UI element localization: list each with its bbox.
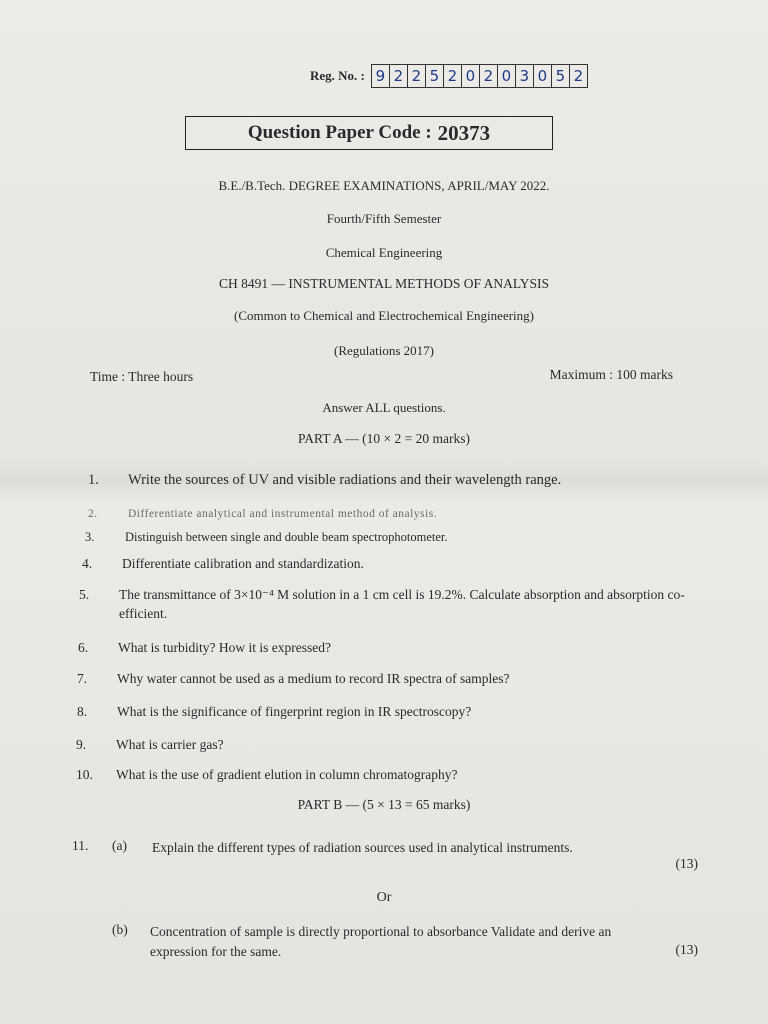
part-a-title: PART A — (10 × 2 = 20 marks) xyxy=(298,431,470,446)
reg-digit: 0 xyxy=(498,65,516,87)
branch: Chemical Engineering xyxy=(325,245,443,260)
question-number: 3. xyxy=(85,530,95,544)
question-3 xyxy=(85,530,685,545)
question-7 xyxy=(77,671,687,687)
semester: Fourth/Fifth Semester xyxy=(326,211,442,226)
question-number: 7. xyxy=(77,671,88,686)
marks-11a: (13) xyxy=(675,856,698,871)
question-text: The transmittance of 3×10⁻⁴ M solution in a 1 cm cell is 19.2%. Calculate absorption and absorption co-efficient. xyxy=(119,587,685,621)
exam-title: B.E./B.Tech. DEGREE EXAMINATIONS, APRIL/MAY 2022. xyxy=(218,178,550,193)
question-text: What is carrier gas? xyxy=(116,737,224,752)
question-text: What is turbidity? How it is expressed? xyxy=(118,640,331,655)
part-b-title: PART B — (5 × 13 = 65 marks) xyxy=(297,797,471,812)
question-text: What is the use of gradient elution in column chromatography? xyxy=(116,767,458,782)
question-number: 4. xyxy=(82,556,93,571)
question-part-label: (b) xyxy=(112,922,128,937)
question-paper-code-box xyxy=(185,116,553,150)
question-text: What is the significance of fingerprint region in IR spectroscopy? xyxy=(117,704,472,719)
or-separator: Or xyxy=(376,890,392,905)
reg-no-label: Reg. No. : xyxy=(310,68,365,83)
time-allowed: Time : Three hours xyxy=(90,369,194,384)
question-number: 8. xyxy=(77,704,88,719)
question-8 xyxy=(77,704,687,720)
question-1 xyxy=(88,472,688,489)
question-part-label: (a) xyxy=(112,838,127,853)
code-number: 20373 xyxy=(437,120,491,145)
question-number: 6. xyxy=(78,640,89,655)
reg-digit: 2 xyxy=(480,65,498,87)
reg-digit: 2 xyxy=(408,65,426,87)
marks-11b: (13) xyxy=(675,942,698,957)
reg-digit: 2 xyxy=(573,67,584,85)
question-number: 1. xyxy=(88,472,99,488)
reg-no-boxes xyxy=(371,64,588,88)
question-2 xyxy=(88,508,688,520)
reg-digit: 9 xyxy=(372,65,390,87)
reg-digit: 0 xyxy=(462,65,480,87)
reg-digit: 5 xyxy=(426,65,444,87)
question-5 xyxy=(79,585,689,623)
question-text: Why water cannot be used as a medium to record IR spectra of samples? xyxy=(117,671,510,686)
regulations: (Regulations 2017) xyxy=(333,343,434,358)
common-note: (Common to Chemical and Electrochemical Engineering) xyxy=(234,308,534,323)
question-10 xyxy=(76,767,686,783)
question-11a xyxy=(72,838,702,858)
question-text: Write the sources of UV and visible radiations and their wavelength range. xyxy=(128,472,562,488)
reg-digit: 2 xyxy=(444,65,462,87)
reg-digit: 0 xyxy=(534,65,552,87)
question-6 xyxy=(78,640,678,656)
reg-digit: 3 xyxy=(516,65,534,87)
question-number: 9. xyxy=(76,737,87,752)
question-text: Concentration of sample is directly proportional to absorbance Validate and derive an expression for the same. xyxy=(150,924,612,959)
question-text: Distinguish between single and double beam spectrophotometer. xyxy=(125,530,448,544)
instruction: Answer ALL questions. xyxy=(322,400,446,415)
subject-title: CH 8491 — INSTRUMENTAL METHODS OF ANALYSIS xyxy=(218,276,550,291)
reg-digit: 2 xyxy=(390,65,408,87)
code-label: Question Paper Code : xyxy=(247,122,432,143)
maximum-marks: Maximum : 100 marks xyxy=(549,367,673,382)
question-number: 10. xyxy=(76,767,93,782)
question-text: Differentiate analytical and instrumental method of analysis. xyxy=(128,508,438,520)
question-number: 2. xyxy=(88,508,98,520)
question-text: Explain the different types of radiation sources used in analytical instruments. xyxy=(152,840,573,855)
reg-no-row xyxy=(310,64,588,88)
question-11b xyxy=(112,922,702,962)
question-4 xyxy=(82,556,682,572)
question-number: 5. xyxy=(79,587,90,602)
question-number: 11. xyxy=(72,838,89,853)
question-text: Differentiate calibration and standardization. xyxy=(122,556,364,571)
reg-digit: 5 xyxy=(552,65,570,87)
question-9 xyxy=(76,737,676,753)
